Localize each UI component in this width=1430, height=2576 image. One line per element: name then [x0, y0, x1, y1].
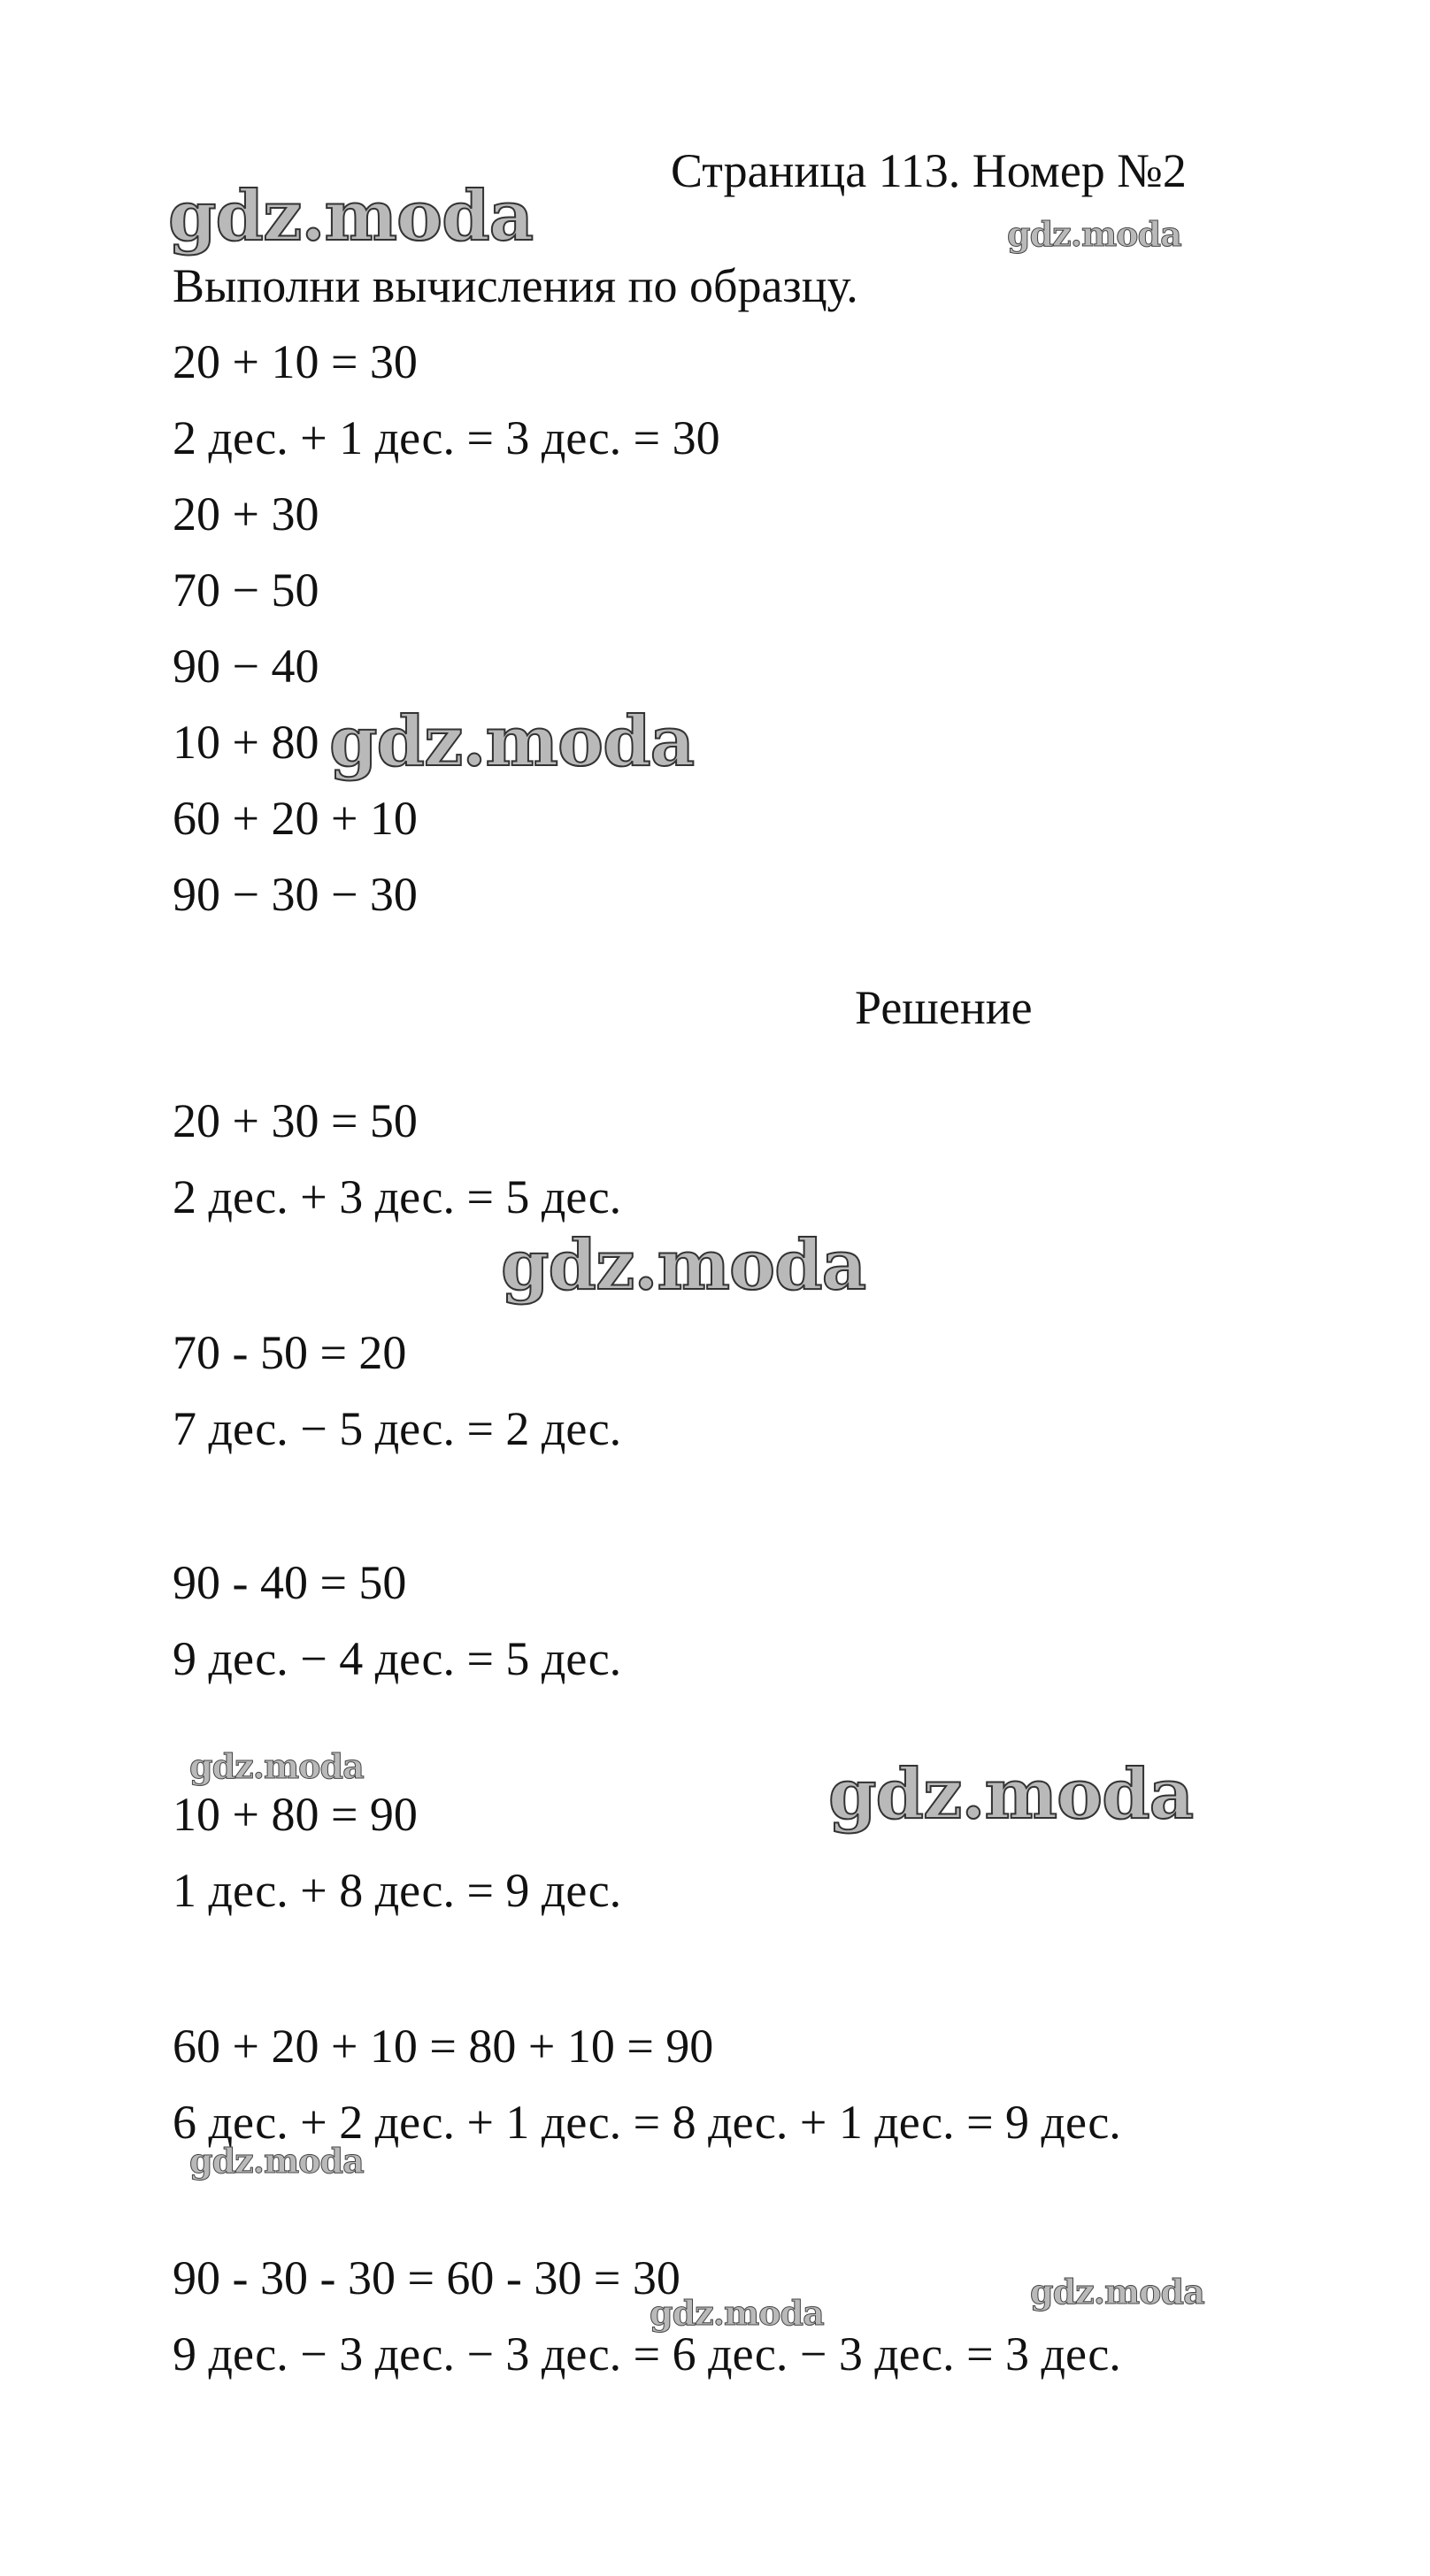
solution-line: 60 + 20 + 10 = 80 + 10 = 90: [173, 2020, 714, 2073]
problem-line: 10 + 80: [173, 716, 319, 769]
solution-line: 20 + 30 = 50: [173, 1094, 418, 1147]
solution-line: 1 дес. + 8 дес. = 9 дес.: [173, 1864, 622, 1917]
problem-line: 20 + 10 = 30: [173, 335, 418, 388]
solution-line: 6 дес. + 2 дес. + 1 дес. = 8 дес. + 1 дес. = 9 дес.: [173, 2096, 1121, 2149]
problem-line: 90 − 30 − 30: [173, 868, 418, 921]
watermark: gdz.moda: [828, 1754, 1194, 1835]
solution-line: 90 - 40 = 50: [173, 1556, 407, 1609]
solution-line: 9 дес. − 4 дес. = 5 дес.: [173, 1632, 622, 1685]
problem-line: 90 − 40: [173, 640, 319, 693]
watermark: gdz.moda: [501, 1225, 866, 1306]
solution-line: 9 дес. − 3 дес. − 3 дес. = 6 дес. − 3 дес. = 3 дес.: [173, 2327, 1121, 2380]
solution-line: 10 + 80 = 90: [173, 1788, 418, 1841]
task-statement: Выполни вычисления по образцу.: [173, 259, 858, 312]
solution-title: Решение: [855, 981, 1033, 1034]
watermark: gdz.moda: [1007, 214, 1181, 254]
problem-line: 2 дес. + 1 дес. = 3 дес. = 30: [173, 411, 720, 464]
watermark: gdz.moda: [1030, 2272, 1204, 2312]
watermark: gdz.moda: [189, 1746, 364, 1786]
solution-line: 2 дес. + 3 дес. = 5 дес.: [173, 1170, 622, 1223]
solution-line: 70 - 50 = 20: [173, 1326, 407, 1379]
watermark: gdz.moda: [329, 702, 695, 782]
page-header: Страница 113. Номер №2: [671, 144, 1187, 197]
problem-line: 70 − 50: [173, 564, 319, 617]
solution-line: 90 - 30 - 30 = 60 - 30 = 30: [173, 2251, 680, 2304]
watermark: gdz.moda: [650, 2293, 824, 2333]
solution-line: 7 дес. − 5 дес. = 2 дес.: [173, 1402, 622, 1455]
watermark: gdz.moda: [189, 2141, 364, 2181]
watermark: gdz.moda: [168, 176, 534, 257]
problem-line: 60 + 20 + 10: [173, 792, 418, 845]
problem-line: 20 + 30: [173, 487, 319, 540]
